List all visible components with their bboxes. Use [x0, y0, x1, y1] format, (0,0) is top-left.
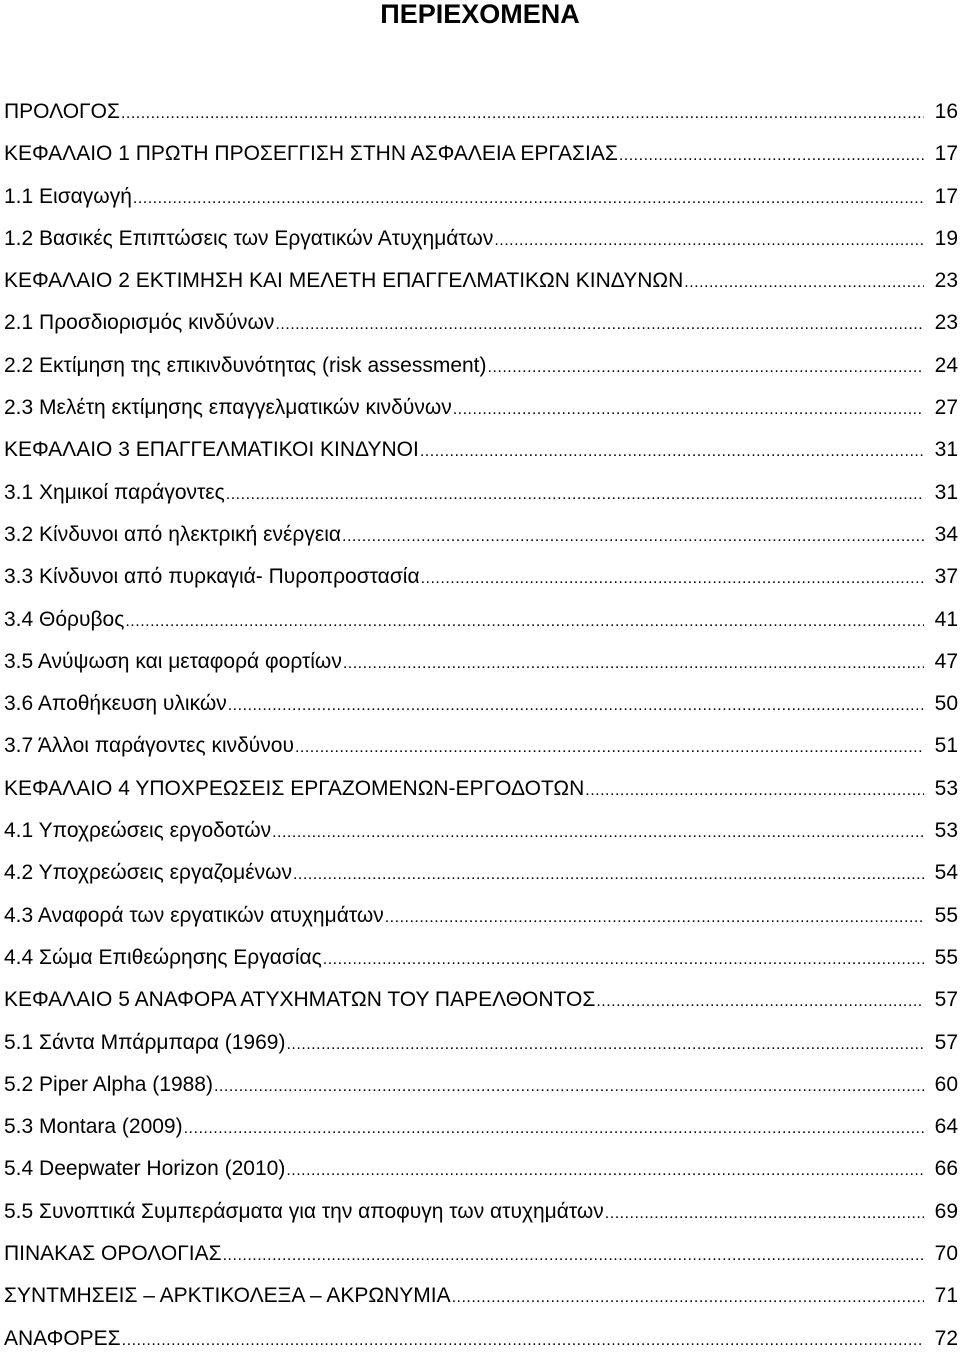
toc-entry-page-number[interactable]: 47 — [934, 649, 958, 673]
toc-entry[interactable] — [4, 1238, 960, 1280]
toc-entry-label[interactable]: ΣΥΝΤΜΗΣΕΙΣ – ΑΡΚΤΙΚΟΛΕΞΑ – ΑΚΡΩΝΥΜΙΑ — [4, 1284, 451, 1308]
toc-entry[interactable] — [4, 1196, 960, 1238]
dot-leader — [494, 225, 924, 257]
dot-leader — [133, 183, 924, 215]
toc-entry[interactable] — [4, 1069, 960, 1111]
dot-leader — [619, 140, 924, 172]
toc-entry[interactable] — [4, 1153, 960, 1195]
toc-entry[interactable] — [4, 604, 960, 646]
toc-entry-label[interactable]: ΚΕΦΑΛΑΙΟ 4 ΥΠΟΧΡΕΩΣΕΙΣ ΕΡΓΑΖΟΜΕΝΩΝ-ΕΡΓΟΔΟΤΩΝ — [4, 776, 585, 800]
toc-entry[interactable] — [4, 815, 960, 857]
dot-leader — [343, 648, 924, 680]
toc-entry[interactable] — [4, 730, 960, 772]
toc-entry[interactable] — [4, 392, 960, 434]
toc-entry-page-number[interactable]: 27 — [934, 396, 958, 420]
toc-entry-label[interactable]: ΑΝΑΦΟΡΕΣ — [4, 1326, 121, 1350]
toc-entry[interactable] — [4, 688, 960, 730]
dot-leader — [272, 817, 924, 849]
toc-entry-page-number[interactable]: 70 — [934, 1242, 958, 1266]
toc-title: ΠΕΡΙΕΧΟΜΕΝΑ — [380, 0, 580, 29]
toc-entry[interactable] — [4, 773, 960, 815]
toc-entry[interactable] — [4, 900, 960, 942]
toc-entry-label[interactable]: 5.5 Συνοπτικά Συμπεράσματα για την αποφυγη των ατυχημάτων — [4, 1199, 604, 1223]
toc-entry-page-number[interactable]: 17 — [934, 142, 958, 166]
toc-entry-page-number[interactable]: 37 — [934, 565, 958, 589]
toc-entry-page-number[interactable]: 57 — [934, 988, 958, 1012]
toc-entry-page-number[interactable]: 23 — [934, 269, 958, 293]
toc-entry-page-number[interactable]: 55 — [934, 945, 958, 969]
toc-entry-label[interactable]: 1.1 Εισαγωγή — [4, 184, 132, 208]
toc-entry-label[interactable]: 3.5 Ανύψωση και μεταφορά φορτίων — [4, 649, 342, 673]
toc-entry-label[interactable]: 3.7 Άλλοι παράγοντες κινδύνου — [4, 734, 294, 758]
toc-entry[interactable] — [4, 307, 960, 349]
toc-entry[interactable] — [4, 984, 960, 1026]
toc-entry[interactable] — [4, 1323, 960, 1365]
toc-entry-label[interactable]: ΚΕΦΑΛΑΙΟ 1 ΠΡΩΤΗ ΠΡΟΣΕΓΓΙΣΗ ΣΤΗΝ ΑΣΦΑΛΕΙΑ ΕΡΓΑΣΙΑΣ — [4, 142, 618, 166]
toc-entry-page-number[interactable]: 55 — [934, 903, 958, 927]
toc-entry-label[interactable]: ΚΕΦΑΛΑΙΟ 3 ΕΠΑΓΓΕΛΜΑΤΙΚΟΙ ΚΙΝΔΥΝΟΙ — [4, 438, 419, 462]
dot-leader — [585, 775, 924, 807]
toc-entry-page-number[interactable]: 19 — [934, 226, 958, 250]
toc-entry-page-number[interactable]: 64 — [934, 1115, 958, 1139]
toc-entry-label[interactable]: 2.3 Μελέτη εκτίμησης επαγγελματικών κινδύνων — [4, 396, 452, 420]
toc-entry[interactable] — [4, 1280, 960, 1322]
toc-entry-page-number[interactable]: 69 — [934, 1199, 958, 1223]
toc-entry-page-number[interactable]: 53 — [934, 776, 958, 800]
toc-entry-page-number[interactable]: 53 — [934, 819, 958, 843]
toc-entry[interactable] — [4, 265, 960, 307]
dot-leader — [323, 944, 924, 976]
toc-entry-page-number[interactable]: 23 — [934, 311, 958, 335]
toc-entry-label[interactable]: 4.3 Αναφορά των εργατικών ατυχημάτων — [4, 903, 384, 927]
toc-entry-page-number[interactable]: 17 — [934, 184, 958, 208]
dot-leader — [223, 1240, 924, 1272]
dot-leader — [342, 521, 924, 553]
toc-entry-page-number[interactable]: 31 — [934, 438, 958, 462]
dot-leader — [122, 1325, 924, 1357]
toc-entry[interactable] — [4, 434, 960, 476]
toc-entry[interactable] — [4, 138, 960, 180]
toc-entry-label[interactable]: 5.4 Deepwater Horizon (2010) — [4, 1157, 286, 1181]
dot-leader — [184, 1113, 924, 1145]
toc-entry-label[interactable]: 3.2 Κίνδυνοι από ηλεκτρική ενέργεια — [4, 522, 341, 546]
dot-leader — [488, 352, 924, 384]
toc-entry-page-number[interactable]: 71 — [934, 1284, 958, 1308]
toc-entry-label[interactable]: 4.1 Υποχρεώσεις εργοδοτών — [4, 819, 272, 843]
dot-leader — [421, 563, 924, 595]
dot-leader — [226, 479, 924, 511]
toc-entry-page-number[interactable]: 24 — [934, 353, 958, 377]
dot-leader — [125, 606, 924, 638]
toc-entry-label[interactable]: 5.3 Montara (2009) — [4, 1115, 183, 1139]
dot-leader — [275, 309, 924, 341]
toc-entry[interactable] — [4, 1027, 960, 1069]
toc-list — [4, 96, 960, 1365]
toc-entry[interactable] — [4, 223, 960, 265]
toc-entry-label[interactable]: ΚΕΦΑΛΑΙΟ 2 ΕΚΤΙΜΗΣΗ ΚΑΙ ΜΕΛΕΤΗ ΕΠΑΓΓΕΛΜΑΤΙΚΩΝ ΚΙΝΔΥΝΩΝ — [4, 269, 684, 293]
toc-entry[interactable] — [4, 1111, 960, 1153]
toc-entry-page-number[interactable]: 50 — [934, 692, 958, 716]
dot-leader — [121, 98, 924, 130]
toc-entry[interactable] — [4, 942, 960, 984]
dot-leader — [293, 859, 924, 891]
dot-leader — [596, 986, 924, 1018]
toc-entry-label[interactable]: 3.4 Θόρυβος — [4, 607, 125, 631]
toc-entry-label[interactable]: 5.1 Σάντα Μπάρμπαρα (1969) — [4, 1030, 286, 1054]
toc-entry-label[interactable]: ΚΕΦΑΛΑΙΟ 5 ΑΝΑΦΟΡΑ ΑΤΥΧΗΜΑΤΩΝ ΤΟΥ ΠΑΡΕΛΘΟΝΤΟΣ — [4, 988, 596, 1012]
toc-entry[interactable] — [4, 96, 960, 138]
toc-entry[interactable] — [4, 181, 960, 223]
dot-leader — [452, 1282, 924, 1314]
dot-leader — [295, 732, 924, 764]
dot-leader — [684, 267, 924, 299]
dot-leader — [214, 1071, 924, 1103]
toc-entry-label[interactable]: 3.6 Αποθήκευση υλικών — [4, 692, 227, 716]
toc-entry-page-number[interactable]: 51 — [934, 734, 958, 758]
toc-entry-label[interactable]: ΠΡΟΛΟΓΟΣ — [4, 100, 120, 123]
toc-entry-label[interactable]: 4.2 Υποχρεώσεις εργαζομένων — [4, 861, 292, 885]
toc-entry-label[interactable]: 4.4 Σώμα Επιθεώρησης Εργασίας — [4, 945, 322, 969]
toc-entry-page-number[interactable]: 34 — [934, 522, 958, 546]
dot-leader — [385, 902, 924, 934]
toc-entry-label[interactable]: ΠΙΝΑΚΑΣ ΟΡΟΛΟΓΙΑΣ — [4, 1242, 222, 1266]
toc-entry-page-number[interactable]: 16 — [934, 100, 958, 123]
toc-entry-page-number[interactable]: 57 — [934, 1030, 958, 1054]
toc-entry-label[interactable]: 3.3 Κίνδυνοι από πυρκαγιά- Πυροπροστασία — [4, 565, 420, 589]
dot-leader — [286, 1155, 924, 1187]
toc-entry-label[interactable]: 2.2 Εκτίμηση της επικινδυνότητας (risk assessment) — [4, 353, 487, 377]
toc-entry-page-number[interactable]: 66 — [934, 1157, 958, 1181]
dot-leader — [453, 394, 924, 426]
dot-leader — [605, 1198, 924, 1230]
toc-entry-page-number[interactable]: 54 — [934, 861, 958, 885]
toc-entry-page-number[interactable]: 72 — [934, 1326, 958, 1350]
toc-entry[interactable] — [4, 561, 960, 603]
toc-entry-label[interactable]: 5.2 Piper Alpha (1988) — [4, 1072, 213, 1096]
toc-entry[interactable] — [4, 350, 960, 392]
toc-entry-label[interactable]: 3.1 Χημικοί παράγοντες — [4, 480, 225, 504]
dot-leader — [286, 1029, 924, 1061]
toc-entry[interactable] — [4, 857, 960, 899]
toc-entry-page-number[interactable]: 31 — [934, 480, 958, 504]
toc-entry-page-number[interactable]: 60 — [934, 1072, 958, 1096]
toc-entry-label[interactable]: 1.2 Βασικές Επιπτώσεις των Εργατικών Ατυχημάτων — [4, 226, 494, 250]
toc-entry[interactable] — [4, 646, 960, 688]
dot-leader — [420, 436, 924, 468]
toc-entry[interactable] — [4, 519, 960, 561]
dot-leader — [228, 690, 924, 722]
toc-entry-label[interactable]: 2.1 Προσδιορισμός κινδύνων — [4, 311, 275, 335]
toc-entry[interactable] — [4, 477, 960, 519]
toc-entry-page-number[interactable]: 41 — [934, 607, 958, 631]
